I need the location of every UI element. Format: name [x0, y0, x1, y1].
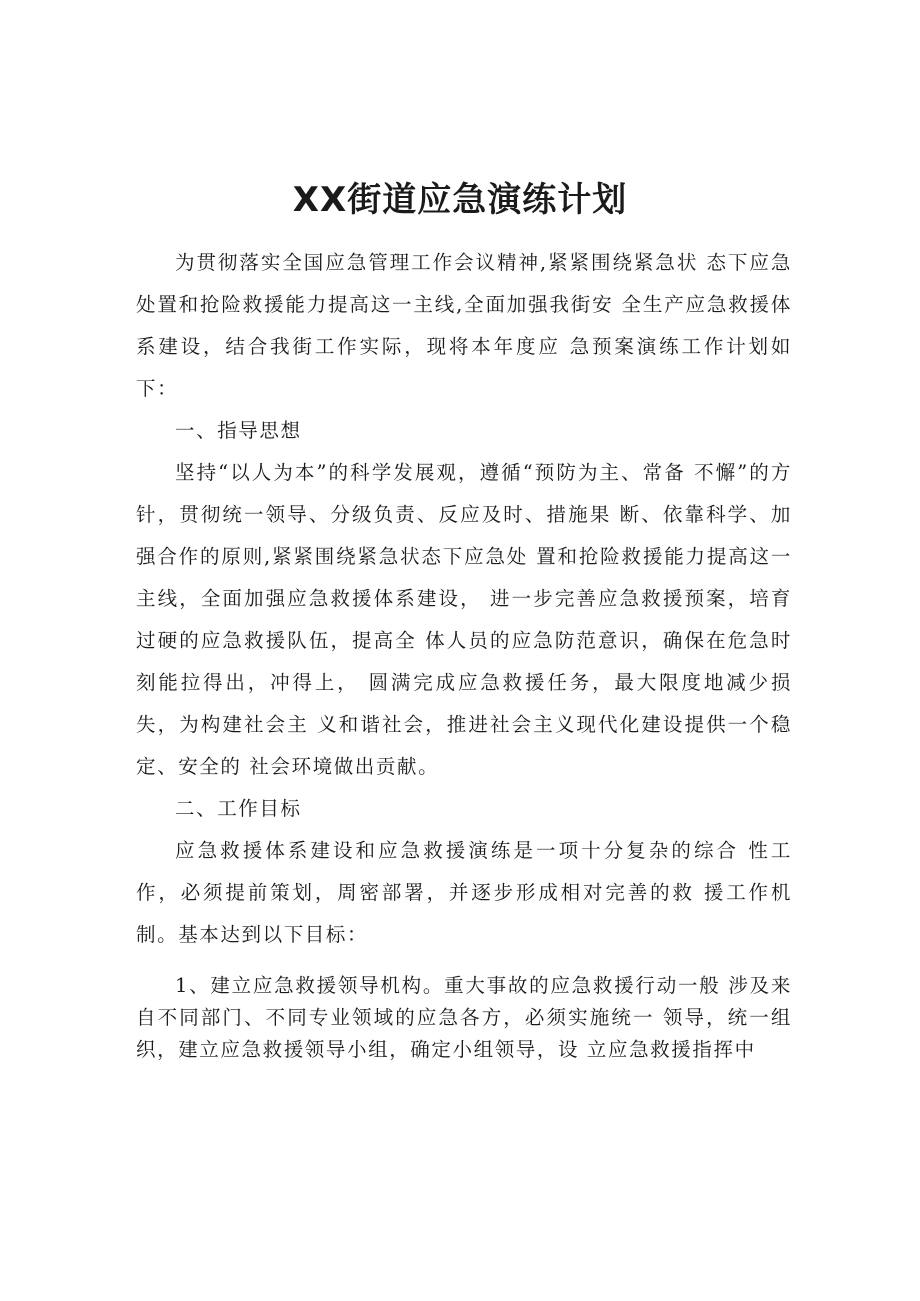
section-heading-guiding-ideology: 一、指导思想: [175, 419, 302, 442]
goal-item-1-paragraph: 1、建立应急救援领导机构。重大事故的应急救援行动一般 涉及来自不同部门、不同专业领域的应急各方，必须实施统一 领导，统一组织，建立应急救援领导小组，确定小组领导，设 立应急救援指挥中: [136, 974, 792, 1061]
document-title: XX街道应急演练计划: [292, 180, 628, 220]
section-heading-work-goals: 二、工作目标: [175, 797, 302, 820]
document-body: [136, 242, 792, 1066]
guiding-ideology-paragraph: 坚持“以人为本”的科学发展观，遵循“预防为主、常备 不懈”的方针，贯彻统一领导、分级负责、反应及时、措施果 断、依靠科学、加强合作的原则,紧紧围绕紧急状态下应急处 置和抢险救援能力提高这一主线，全面加强应急救援体系建设， 进一步完善应急救援预案，培育过硬的应急救援队伍，提高全 体人员的应急防范意识，确保在危急时刻能拉得出，冲得上， 圆满完成应急救援任务，最大限度地减少损失，为构建社会主 义和谐社会，推进社会主义现代化建设提供一个稳定、安全的 社会环境做出贡献。: [136, 461, 792, 778]
intro-paragraph: 为贯彻落实全国应急管理工作会议精神,紧紧围绕紧急状 态下应急处置和抢险救援能力提高这一主线,全面加强我街安 全生产应急救援体系建设，结合我街工作实际，现将本年度应 急预案演练工作计划如下：: [136, 251, 792, 400]
work-goals-paragraph: 应急救援体系建设和应急救援演练是一项十分复杂的综合 性工作，必须提前策划，周密部署，并逐步形成相对完善的救 援工作机制。基本达到以下目标：: [136, 839, 792, 946]
